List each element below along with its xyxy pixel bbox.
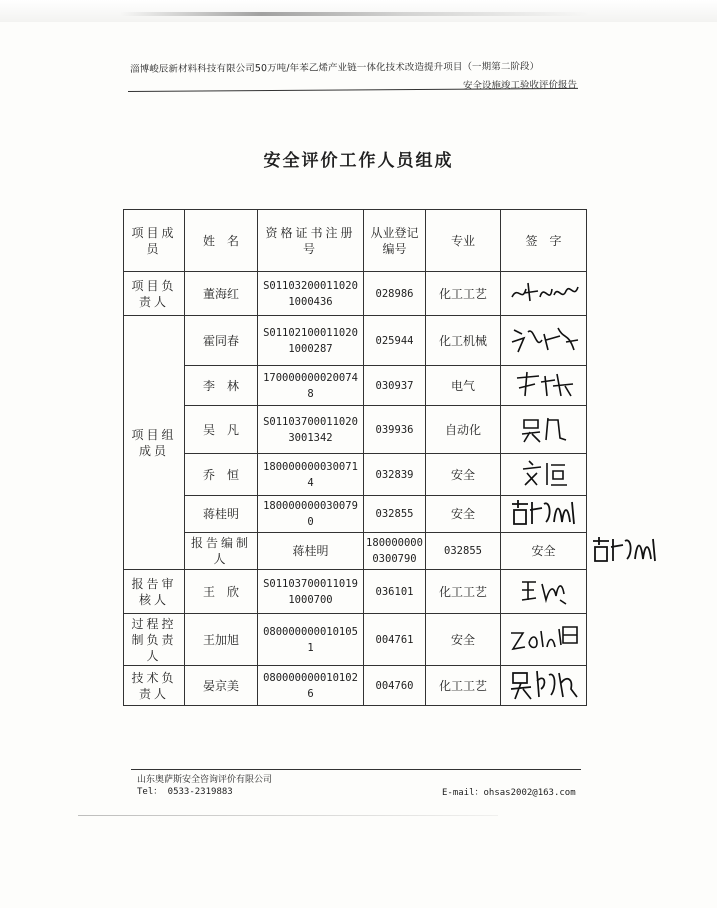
cell-reg: 025944 (364, 316, 426, 366)
footer-rule (131, 769, 581, 770)
cell-reg: 036101 (364, 570, 426, 614)
cell-name: 蒋桂明 (185, 496, 258, 533)
cell-name: 李 林 (185, 366, 258, 406)
cell-cert: 1700000000200748 (258, 366, 364, 406)
cell-cert: S011032000110201000436 (258, 272, 364, 316)
table-row (124, 406, 587, 454)
cell-reg: 004760 (364, 666, 426, 706)
scan-edge-shadow (78, 815, 498, 816)
table-row (124, 316, 587, 366)
col-header-reg: 从业登记编号 (364, 210, 426, 272)
table-row (124, 614, 587, 666)
signature-cell (501, 272, 587, 316)
cell-major: 化工工艺 (426, 272, 501, 316)
table-header-row (124, 210, 587, 272)
cell-cert: 1800000000300790 (258, 496, 364, 533)
handwritten-signature (508, 275, 580, 309)
group-label-tech-lead: 技术负责人 (124, 666, 185, 706)
page-title: 安全评价工作人员组成 (263, 151, 454, 171)
handwritten-signature (589, 533, 661, 565)
header-project-line: 淄博峻辰新材料科技有限公司50万吨/年苯乙烯产业链一体化技术改造提升项目（一期第二阶段） (130, 61, 540, 75)
table-row (124, 666, 587, 706)
handwritten-signature (507, 667, 581, 701)
signature-cell (501, 614, 587, 666)
cell-cert: S011021000110201000287 (258, 316, 364, 366)
cell-name: 吴 凡 (185, 406, 258, 454)
signature-cell (501, 570, 587, 614)
handwritten-signature (508, 496, 580, 528)
handwritten-signature (518, 412, 570, 444)
signature-cell (501, 406, 587, 454)
col-header-signature: 签 字 (501, 210, 587, 272)
cell-major: 电气 (426, 366, 501, 406)
col-header-cert: 资格证书注册号 (258, 210, 364, 272)
cell-major: 自动化 (426, 406, 501, 454)
cell-major: 化工机械 (426, 316, 501, 366)
signature-cell (501, 454, 587, 496)
cell-cert: S011037000110191000700 (258, 570, 364, 614)
cell-name: 晏京美 (185, 666, 258, 706)
handwritten-signature (508, 320, 580, 358)
table-row (124, 496, 587, 533)
cell-major: 安全 (426, 454, 501, 496)
cell-reg: 028986 (364, 272, 426, 316)
group-label-report-reviewer: 报告审核人 (124, 570, 185, 614)
cell-name: 王加旭 (185, 614, 258, 666)
cell-reg: 032855 (364, 496, 426, 533)
group-label-report-writer: 报告编制人 (185, 533, 258, 570)
col-header-role: 项目成员 (124, 210, 185, 272)
group-label-process-control: 过程控制负责人 (124, 614, 185, 666)
table-row (124, 366, 587, 406)
cell-major: 化工工艺 (426, 570, 501, 614)
signature-cell (501, 496, 587, 533)
scan-streak (120, 12, 590, 16)
cell-reg: 032855 (426, 533, 501, 570)
cell-reg: 032839 (364, 454, 426, 496)
handwritten-signature (518, 574, 570, 606)
cell-major: 安全 (501, 533, 587, 570)
footer-company: 山东奥萨斯安全咨询评价有限公司 (137, 775, 273, 785)
table-row (124, 272, 587, 316)
group-label-leader: 项目负责人 (124, 272, 185, 316)
signature-cell (501, 316, 587, 366)
signature-cell (501, 366, 587, 406)
cell-reg: 030937 (364, 366, 426, 406)
footer-email: E-mail：ohsas2002@163.com (442, 788, 576, 798)
cell-cert: 1800000000300714 (258, 454, 364, 496)
cell-name: 王 欣 (185, 570, 258, 614)
cell-cert: 1800000000300790 (364, 533, 426, 570)
signature-cell (501, 666, 587, 706)
cell-name: 董海红 (185, 272, 258, 316)
cell-name: 蒋桂明 (258, 533, 364, 570)
table-row (124, 454, 587, 496)
group-label-members: 项目组成员 (124, 316, 185, 570)
cell-cert: 0800000000101051 (258, 614, 364, 666)
handwritten-signature (519, 457, 569, 489)
cell-major: 安全 (426, 496, 501, 533)
cell-cert: S011037000110203001342 (258, 406, 364, 454)
cell-name: 乔 恒 (185, 454, 258, 496)
table-row (124, 570, 587, 614)
cell-reg: 039936 (364, 406, 426, 454)
table-row (124, 533, 587, 570)
personnel-table (123, 209, 587, 706)
cell-name: 霍同春 (185, 316, 258, 366)
handwritten-signature (507, 621, 581, 655)
col-header-major: 专业 (426, 210, 501, 272)
handwritten-signature (511, 368, 577, 400)
cell-reg: 004761 (364, 614, 426, 666)
cell-major: 安全 (426, 614, 501, 666)
col-header-name: 姓 名 (185, 210, 258, 272)
scan-top-band (0, 0, 717, 22)
cell-major: 化工工艺 (426, 666, 501, 706)
cell-cert: 0800000000101026 (258, 666, 364, 706)
header-report-name: 安全设施竣工验收评价报告 (462, 79, 578, 92)
footer-tel: Tel： 0533-2319883 (137, 787, 233, 797)
